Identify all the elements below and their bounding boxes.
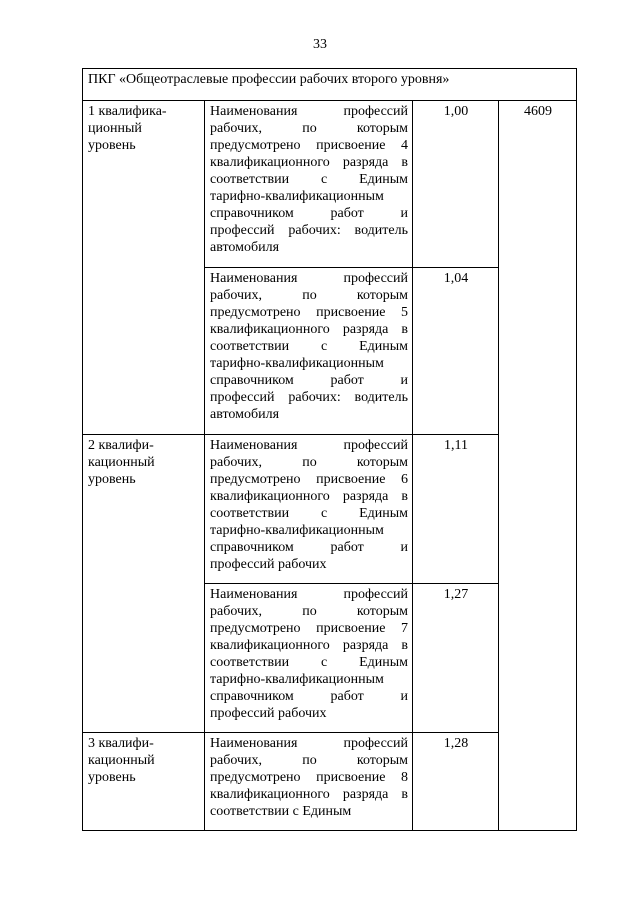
profession-description: Наименования профессий рабочих, по которым предусмотрено присвоение 8 квалификационного разряда в соответствии с Единым bbox=[205, 733, 413, 831]
level-label: 3 квалифи- кационный уровень bbox=[88, 736, 155, 785]
level-1-cell bbox=[83, 101, 205, 435]
profession-description: Наименования профессий рабочих, по которым предусмотрено присвоение 6 квалификационного разряда в соответствии с Единым тарифно-квалификационным справочником работ и профессий рабочих bbox=[205, 435, 413, 584]
level-3-cell bbox=[83, 733, 205, 831]
coefficient: 1,27 bbox=[413, 584, 499, 733]
profession-description: Наименования профессий рабочих, по которым предусмотрено присвоение 7 квалификационного разряда в соответствии с Единым тарифно-квалификационным справочником работ и профессий рабочих bbox=[205, 584, 413, 733]
coefficient: 1,04 bbox=[413, 268, 499, 435]
qualification-table bbox=[82, 68, 577, 831]
salary-cell: 4609 bbox=[499, 101, 577, 831]
table-header-row bbox=[83, 69, 577, 101]
coefficient: 1,28 bbox=[413, 733, 499, 831]
coefficient: 1,00 bbox=[413, 101, 499, 268]
table-header: ПКГ «Общеотраслевые профессии рабочих второго уровня» bbox=[83, 69, 577, 101]
level-label: 1 квалифика- ционный уровень bbox=[88, 104, 167, 153]
table-row bbox=[83, 101, 577, 268]
coefficient: 1,11 bbox=[413, 435, 499, 584]
level-label: 2 квалифи- кационный уровень bbox=[88, 438, 155, 487]
profession-description: Наименования профессий рабочих, по которым предусмотрено присвоение 4 квалификационного разряда в соответствии с Единым тарифно-квалификационным справочником работ и профессий рабочих: водитель автомобиля bbox=[205, 101, 413, 268]
profession-description: Наименования профессий рабочих, по которым предусмотрено присвоение 5 квалификационного разряда в соответствии с Единым тарифно-квалификационным справочником работ и профессий рабочих: водитель автомобиля bbox=[205, 268, 413, 435]
level-2-cell bbox=[83, 435, 205, 733]
page-number: 33 bbox=[313, 37, 327, 52]
